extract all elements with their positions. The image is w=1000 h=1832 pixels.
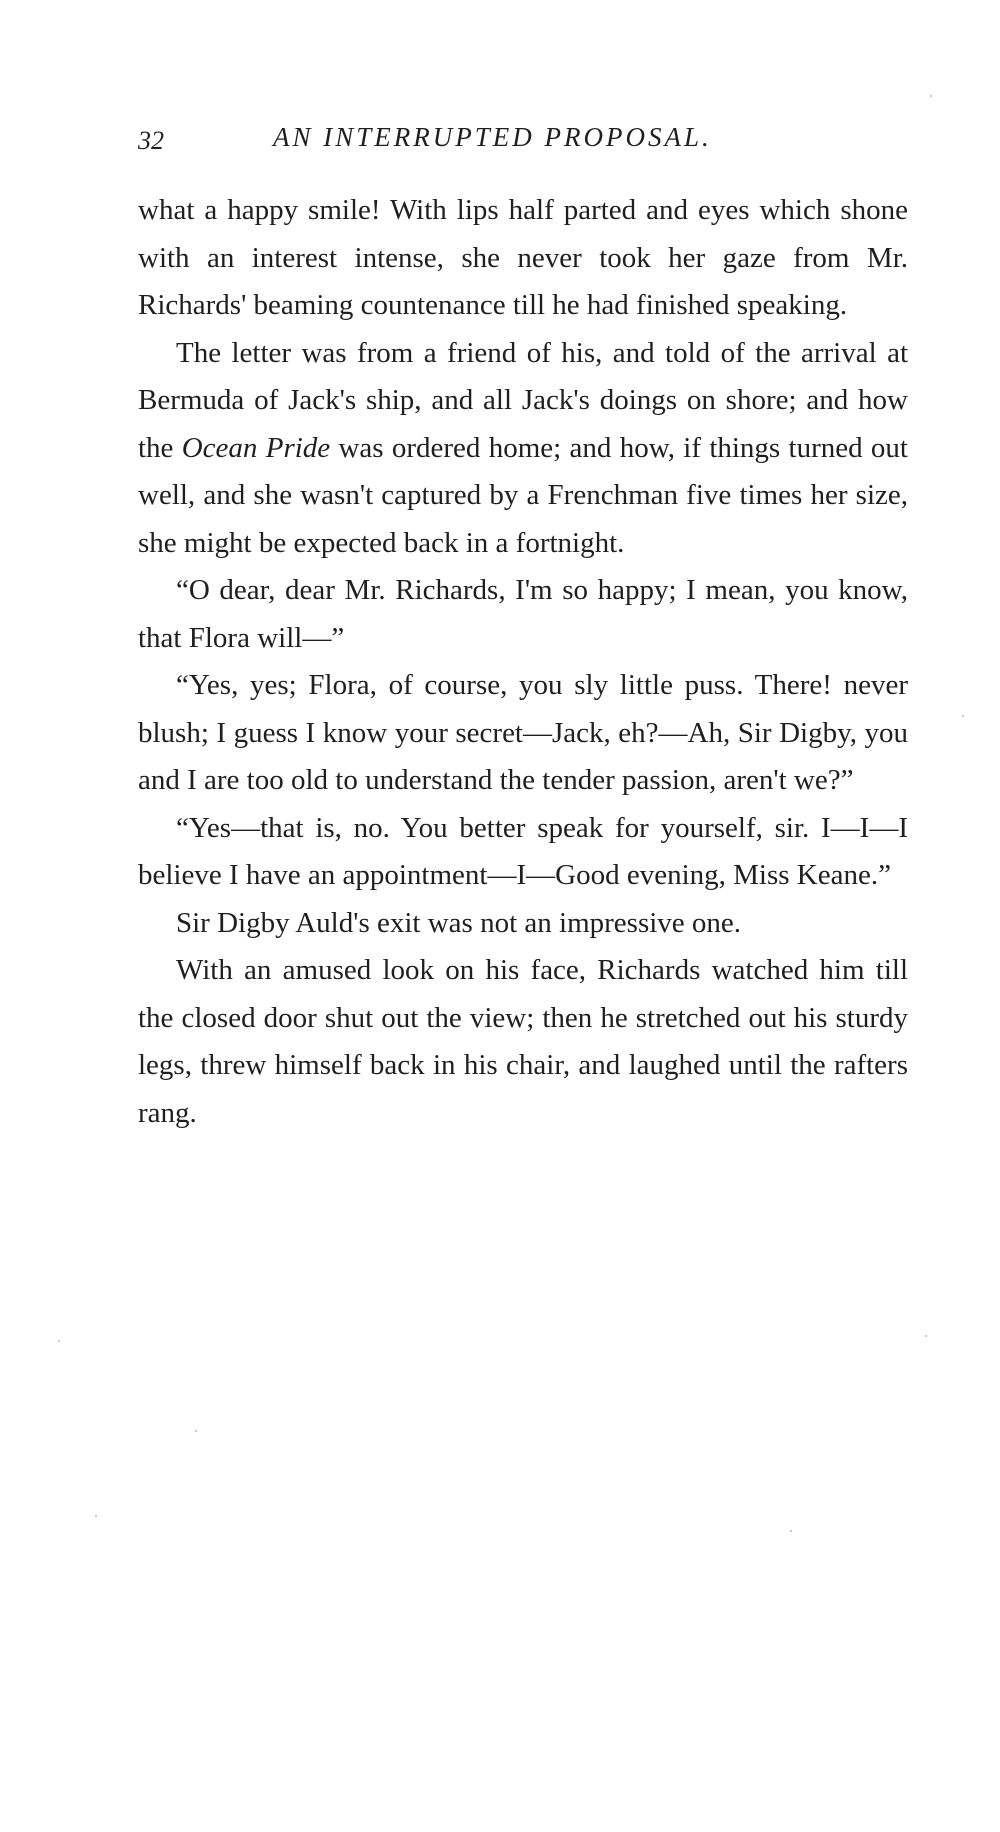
paragraph-6: Sir Digby Auld's exit was not an impressive one. [176, 906, 742, 939]
paragraph-5: “Yes—that is, no. You better speak for yourself, sir. I—I—I believe I have an appointment—I—Good evening, Miss Keane.” [138, 811, 908, 891]
paper-speck [962, 715, 964, 717]
paragraph-2-part-2: was ordered home; and how, if things turned out well, and she wasn't captured by a Frenchman five times her size, she might be expected back in a fortnight. [138, 431, 908, 559]
body-text [138, 187, 908, 1137]
ship-name: Ocean Pride [181, 431, 331, 464]
paper-speck [925, 1335, 927, 1337]
running-head [138, 122, 908, 162]
paper-speck [195, 1430, 197, 1432]
paragraph-2 [138, 330, 908, 568]
paragraph-2-part-1: The letter was from a friend of his, and told of the arrival at Bermuda of Jack's ship, and all Jack's doings on shore; and how the [138, 336, 908, 464]
paragraph-4: “Yes, yes; Flora, of course, you sly little puss. There! never blush; I guess I know your secret—Jack, eh?—Ah, Sir Digby, you and I are too old to understand the tender passion, aren't we?” [138, 669, 908, 796]
paper-speck [930, 95, 932, 97]
paper-speck [790, 1530, 792, 1532]
page-number: 32 [138, 126, 164, 155]
paper-speck [95, 1515, 97, 1517]
paragraph-7: With an amused look on his face, Richards watched him till the closed door shut out the view; then he stretched out his sturdy legs, threw himself back in his chair, and laughed until the rafters rang. [138, 954, 908, 1129]
paragraph-3: “O dear, dear Mr. Richards, I'm so happy; I mean, you know, that Flora will—” [138, 574, 908, 654]
running-title: AN INTERRUPTED PROPOSAL. [273, 122, 712, 152]
paragraph-1: what a happy smile! With lips half parted and eyes which shone with an interest intense, she never took her gaze from Mr. Richards' beaming countenance till he had finished speaking. [138, 194, 908, 321]
paper-speck [58, 1340, 60, 1342]
